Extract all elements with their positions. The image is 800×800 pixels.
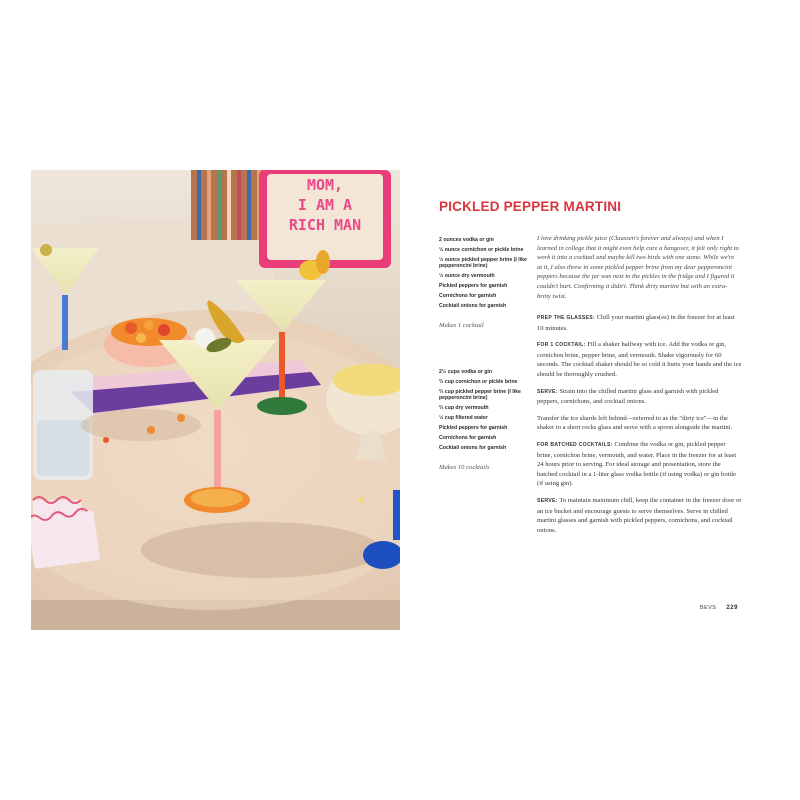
- single-ingredients: [439, 237, 527, 329]
- cocktail-photo: [31, 170, 400, 630]
- ingredient-item: ½ ounce cornichon or pickle brine: [439, 246, 524, 253]
- step-paragraph: [537, 387, 742, 407]
- ingredient-item: Cocktail onions for garnish: [439, 302, 507, 309]
- yield-batch: Makes 10 cocktails: [439, 463, 490, 471]
- step-label: FOR 1 COCKTAIL:: [537, 342, 586, 349]
- step-text: Combine the vodka or gin, pickled pepper brine, cornichon brine, vermouth, and water. Place in the freezer for at least 24 hours prior to serving. For ideal storage and presentation, store the batched cocktail in a 1-liter glass vodka bottle (if using vodka) or gin bottle (if using gin).: [537, 440, 737, 488]
- step-label: SERVE:: [537, 388, 558, 395]
- ingredient-item: ⅔ cup pickled pepper brine (I like pepperoncini brine): [439, 388, 521, 402]
- step-text: Fill a shaker halfway with ice. Add the vodka or gin, cornichon brine, pepper brine, and vermouth. Shake vigorously for 60 seconds. The cocktail shaker should be so cold it hurts your hands and the ice should be thoroughly crushed.: [537, 341, 742, 378]
- section-name: BEVS: [700, 605, 717, 611]
- ingredient-item: Cornichons for garnish: [439, 434, 497, 441]
- step-text: Chill your martini glass(es) in the freezer for at least 10 minutes.: [537, 314, 735, 332]
- pillow-line-3: RICH MAN: [288, 216, 362, 234]
- step-paragraph: [537, 440, 742, 489]
- ingredient-item: ½ ounce pickled pepper brine (I like pepperoncini brine): [439, 256, 527, 270]
- ingredient-item: ½ cup filtered water: [439, 414, 488, 421]
- step-text: Strain into the chilled martini glass and garnish with pickled peppers, cornichons, and cocktail onions.: [537, 387, 719, 406]
- step-label: PREP THE GLASSES:: [537, 315, 595, 321]
- ingredient-item: ⅔ cup cornichon or pickle brine: [439, 378, 518, 385]
- step-text: Transfer the ice shards left behind—referred to as the "dirty ice"—in the shaker to a short rocks glass and serve with a spoon alongside the martini.: [537, 414, 733, 432]
- ingredient-item: Cornichons for garnish: [439, 292, 497, 299]
- yield-single: Makes 1 cocktail: [439, 321, 484, 329]
- step-paragraph: [537, 414, 742, 433]
- ingredient-item: 2 ounces vodka or gin: [439, 237, 494, 243]
- ingredient-item: ⅔ cup dry vermouth: [439, 404, 489, 411]
- pillow-line-1: MOM,: [306, 176, 344, 194]
- recipe-title: PICKLED PEPPER MARTINI: [439, 199, 622, 214]
- step-label: FOR BATCHED COCKTAILS:: [537, 441, 613, 448]
- ingredient-item: Pickled peppers for garnish: [439, 282, 508, 289]
- recipe-steps: [537, 313, 742, 542]
- pillow-line-2: I AM A: [297, 196, 353, 214]
- ingredient-item: Pickled peppers for garnish: [439, 424, 508, 431]
- step-label: SERVE:: [537, 497, 558, 504]
- step-text: To maintain maximum chill, keep the container in the freezer door or an ice bucket and encourage guests to serve themselves. Serve in chilled martini glasses and garnish with pickled peppers, cornichons, and cocktail onions.: [537, 496, 742, 534]
- step-paragraph: [537, 313, 742, 333]
- page-number: 229: [726, 605, 738, 611]
- step-paragraph: [537, 496, 742, 535]
- recipe-intro: I love drinking pickle juice (Claussen's forever and always) and when I learned in college that it might even help cure a hangover, it felt only right to work it into a cocktail and maybe kill two birds with one stone. While we're at it, I also threw in some pickled pepper brine from my dear pepperoncini peppers because the jar was next to the pickles in the fridge and I figured it couldn't hurt. Confirming it didn't. Think dirty martini but with an extra-briny twist.: [537, 235, 739, 300]
- ingredient-item: Cocktail onions for garnish: [439, 444, 507, 451]
- ingredient-item: 2½ cups vodka or gin: [439, 369, 493, 375]
- ingredient-item: ½ ounce dry vermouth: [439, 272, 495, 279]
- step-paragraph: [537, 340, 742, 379]
- page-footer: [700, 605, 738, 611]
- batch-ingredients: [439, 369, 527, 471]
